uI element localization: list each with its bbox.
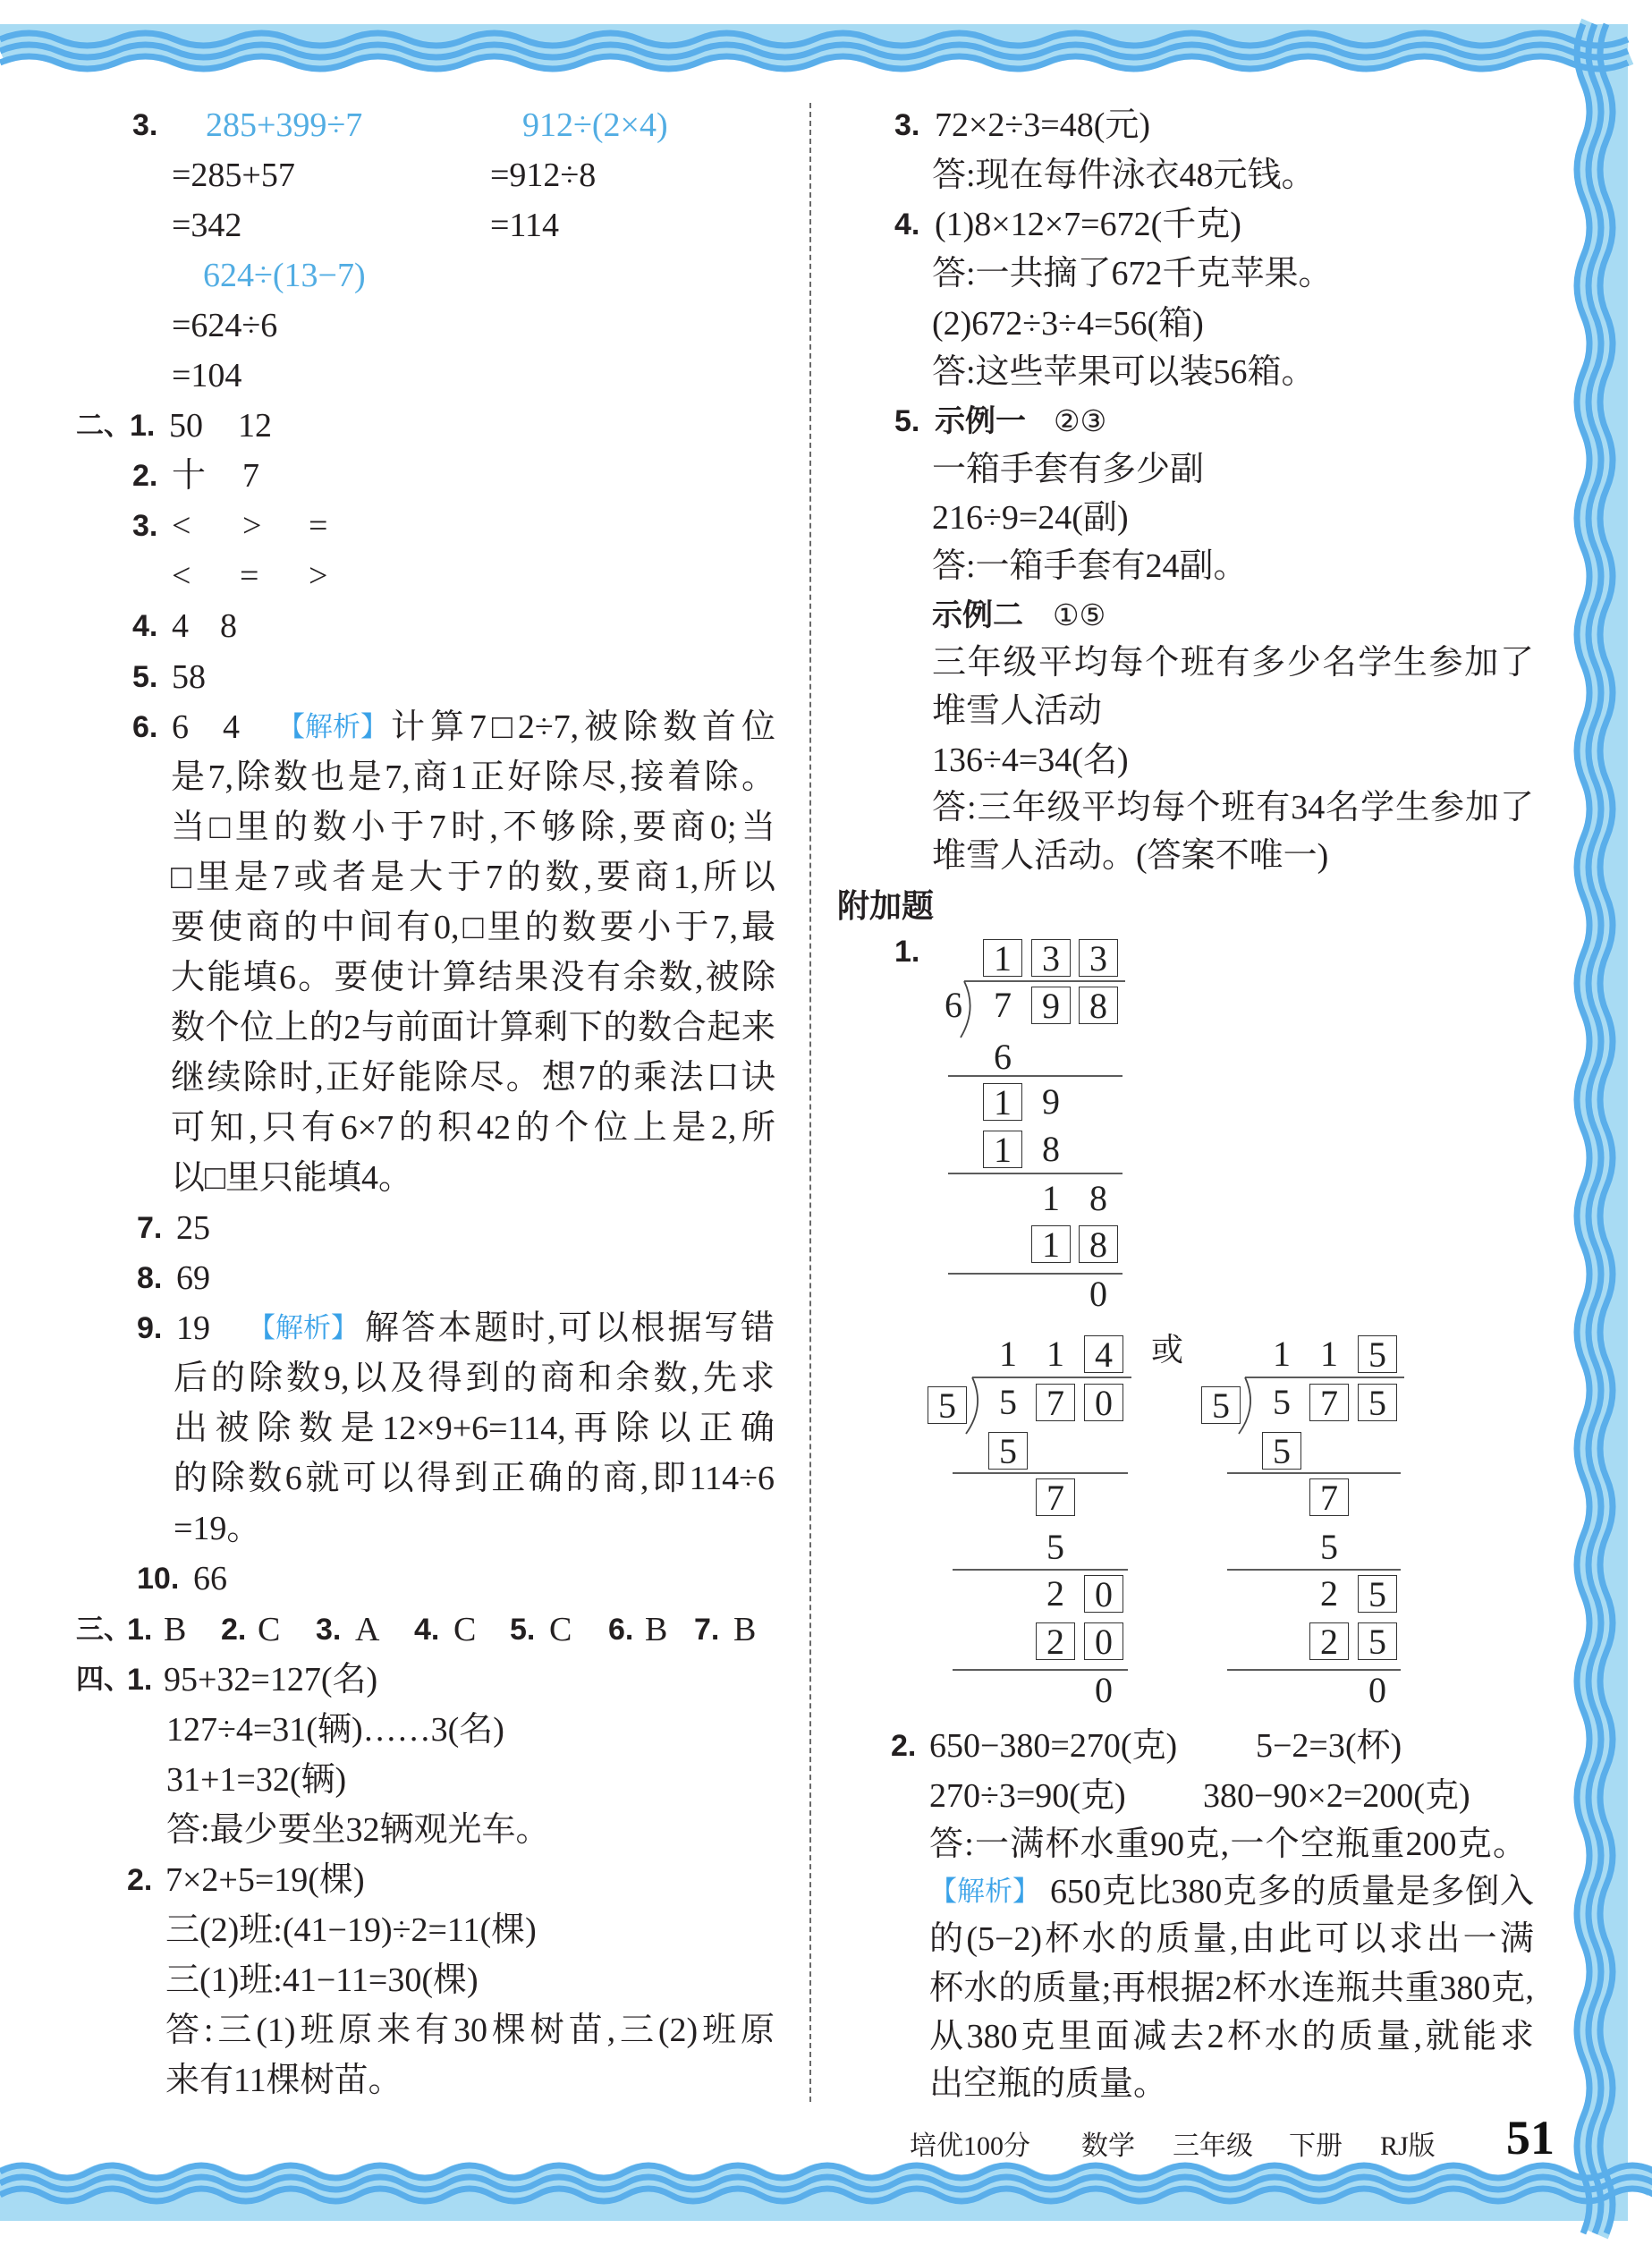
step-digit-box: 1 — [1031, 1225, 1071, 1263]
quotient-digit-box: 3 — [1031, 939, 1071, 977]
answer-sentence: 答:这些苹果可以装56箱。 — [932, 353, 1316, 391]
solution-line: 380−90×2=200(克) — [1203, 1777, 1470, 1815]
item-label: 4. — [894, 208, 920, 241]
quotient-digit: 1 — [1320, 1334, 1338, 1374]
answer: 25 — [176, 1209, 210, 1247]
comparison-symbol: > — [242, 507, 262, 545]
comparison-symbol: = — [309, 507, 328, 545]
item-label: 5. — [510, 1613, 536, 1647]
dividend-digit: 7 — [994, 985, 1012, 1025]
analysis-text: 解答本题时,可以根据写错 — [365, 1309, 775, 1347]
question-text: 堆雪人活动 — [932, 692, 1103, 730]
item-label: 5. — [894, 404, 920, 438]
choice-answer: C — [258, 1611, 281, 1648]
answer-sentence: 答:一共摘了672千克苹果。 — [932, 255, 1333, 292]
item-label: 10. — [137, 1562, 180, 1596]
answer-sentence: 答:最少要坐32辆观光车。 — [166, 1811, 550, 1849]
step-digit-box: 7 — [1309, 1478, 1349, 1516]
analysis-text: 的除数6就可以得到正确的商,即114÷6 — [174, 1460, 775, 1497]
item-label: 1. — [130, 409, 156, 443]
calc-step: =285+57 — [172, 157, 295, 194]
step-digit: 9 — [1042, 1081, 1060, 1122]
step-digit: 2 — [1046, 1573, 1064, 1614]
step-digit-box: 5 — [1358, 1622, 1397, 1660]
step-digit-box: 0 — [1084, 1575, 1123, 1613]
footer-grade: 三年级 — [1173, 2131, 1253, 2161]
example-title: 示例二 — [932, 597, 1023, 633]
calc-step: =624÷6 — [172, 307, 278, 344]
solution-line: (1)8×12×7=672(千克) — [935, 206, 1241, 243]
answer: 4 — [223, 708, 240, 746]
problem-expression: 912÷(2×4) — [522, 106, 668, 144]
analysis-text: 继续除时,正好能除尽。想7的乘法口诀 — [171, 1059, 775, 1097]
section-label: 四、 — [76, 1664, 131, 1696]
problem-expression: 624÷(13−7) — [203, 257, 366, 294]
division-b-bracket — [966, 1377, 978, 1434]
item-label: 1. — [127, 1663, 153, 1697]
answer: 66 — [193, 1560, 227, 1597]
analysis-tag: 【解析】 — [248, 1312, 359, 1344]
analysis-text: 出被除数是12×9+6=114,再除以正确 — [174, 1410, 775, 1447]
step-digit-box: 5 — [1358, 1575, 1397, 1613]
step-digit-box: 8 — [1079, 1225, 1118, 1263]
analysis-text: 可知,只有6×7的积42的个位上是2,所 — [171, 1109, 775, 1147]
choice-answer: B — [645, 1611, 668, 1648]
comparison-symbol: > — [309, 557, 328, 595]
analysis-text: 650克比380克多的质量是多倒入 — [1050, 1873, 1534, 1910]
step-digit-box: 0 — [1084, 1622, 1123, 1660]
step-digit-box: 5 — [988, 1432, 1028, 1470]
question-text: 一箱手套有多少副 — [932, 451, 1205, 488]
comparison-symbol: < — [172, 507, 191, 545]
quotient-digit: 1 — [999, 1334, 1017, 1374]
analysis-text: 计算7□2÷7,被除数首位 — [391, 708, 775, 746]
dividend-digit-box: 0 — [1084, 1384, 1123, 1421]
analysis-text: 是7,除数也是7,商1正好除尽,接着除。 — [171, 758, 775, 796]
footer-subject: 数学 — [1081, 2131, 1135, 2161]
answer-sentence: 答:现在每件泳衣48元钱。 — [932, 157, 1316, 194]
item-label: 6. — [608, 1613, 634, 1647]
answer: 8 — [220, 607, 237, 645]
dividend-digit-box: 8 — [1079, 987, 1118, 1024]
section-label: 二、 — [76, 410, 131, 442]
example-title: 示例一 — [935, 403, 1026, 439]
solution-line: 31+1=32(辆) — [166, 1761, 347, 1799]
analysis-text: 的(5−2)杯水的质量,由此可以求出一满 — [929, 1920, 1534, 1958]
step-digit: 8 — [1089, 1178, 1107, 1218]
calc-step: =114 — [490, 207, 560, 244]
step-digit-box: 1 — [983, 1131, 1022, 1168]
remainder-digit: 0 — [1089, 1274, 1107, 1314]
solution-line: 216÷9=24(副) — [932, 499, 1129, 537]
footer-volume: 下册 — [1289, 2131, 1343, 2161]
question-text: 三年级平均每个班有多少名学生参加了 — [932, 644, 1534, 682]
answer-sentence: 来有11棵树苗。 — [165, 2062, 402, 2099]
solution-line: 270÷3=90(克) — [929, 1777, 1126, 1815]
quotient-digit-box: 4 — [1084, 1335, 1123, 1373]
step-digit-box: 1 — [983, 1083, 1022, 1121]
item-label: 5. — [132, 660, 158, 694]
choice-answer: C — [549, 1611, 572, 1648]
item-label: 8. — [137, 1261, 163, 1295]
step-digit: 2 — [1320, 1573, 1338, 1614]
item-label: 4. — [414, 1613, 440, 1647]
divisor-digit-box: 5 — [1201, 1386, 1241, 1424]
dividend-digit-box: 9 — [1031, 987, 1071, 1024]
calc-step: =912÷8 — [490, 157, 597, 194]
item-label: 3. — [132, 108, 158, 142]
quotient-digit: 1 — [1046, 1334, 1064, 1374]
extra-section-title: 附加题 — [837, 888, 935, 925]
item-label: 4. — [132, 609, 158, 643]
quotient-digit-box: 5 — [1358, 1335, 1397, 1373]
analysis-text: 数个位上的2与前面计算剩下的数合起来 — [171, 1009, 775, 1046]
calc-step: =104 — [172, 357, 242, 394]
item-label: 7. — [137, 1211, 163, 1245]
analysis-text: 要使商的中间有0,□里的数要小于7,最 — [171, 909, 775, 946]
answer: 4 — [172, 607, 189, 645]
answer: 69 — [176, 1259, 210, 1297]
page-number: 51 — [1506, 2111, 1555, 2165]
analysis-tag: 【解析】 — [277, 711, 388, 743]
quotient-digit-box: 3 — [1079, 939, 1118, 977]
answer-sentence: 堆雪人活动。(答案不唯一) — [932, 837, 1329, 875]
step-digit: 5 — [1046, 1527, 1064, 1567]
quotient-digit: 1 — [1273, 1334, 1291, 1374]
solution-line: 650−380=270(克) — [929, 1727, 1178, 1765]
divisor-digit: 6 — [945, 985, 962, 1025]
solution-line: 三(2)班:(41−19)÷2=11(棵) — [165, 1911, 537, 1949]
answer-sentence: 答:一箱手套有24副。 — [932, 547, 1248, 585]
dividend-digit-box: 7 — [1036, 1384, 1075, 1421]
analysis-text: 大能填6。要使计算结果没有余数,被除 — [171, 959, 775, 996]
item-label: 7. — [694, 1613, 720, 1647]
footer-edition: RJ版 — [1380, 2131, 1436, 2161]
or-label: 或 — [1151, 1332, 1184, 1368]
dividend-digit: 5 — [1273, 1382, 1291, 1422]
solution-line: 136÷4=34(名) — [932, 741, 1129, 779]
analysis-text: 后的除数9,以及得到的商和余数,先求 — [174, 1360, 775, 1397]
step-digit-box: 7 — [1036, 1478, 1075, 1516]
step-digit-box: 5 — [1262, 1432, 1301, 1470]
footer-book-title: 培优100分 — [910, 2131, 1030, 2161]
analysis-text: 以□里只能填4。 — [171, 1159, 412, 1197]
dividend-digit-box: 7 — [1309, 1384, 1349, 1421]
item-label: 6. — [132, 710, 158, 744]
solution-line: 7×2+5=19(棵) — [165, 1861, 365, 1899]
item-label: 3. — [316, 1613, 342, 1647]
solution-line: 127÷4=31(辆)……3(名) — [166, 1711, 504, 1749]
analysis-text: =19。 — [174, 1510, 261, 1547]
item-label: 2. — [221, 1613, 247, 1647]
item-label: 3. — [894, 108, 920, 142]
analysis-text: 杯水的质量;再根据2杯水连瓶共重380克, — [929, 1970, 1534, 2007]
item-label: 2. — [891, 1729, 917, 1763]
item-label: 9. — [137, 1311, 163, 1345]
item-label: 2. — [127, 1863, 153, 1897]
answer: 50 — [169, 407, 203, 445]
dividend-digit-box: 5 — [1358, 1384, 1397, 1421]
step-digit: 1 — [1042, 1178, 1060, 1218]
step-digit: 5 — [1320, 1527, 1338, 1567]
answer: 7 — [242, 457, 259, 495]
answer-sentence: 答:三(1)班原来有30棵树苗,三(2)班原 — [165, 2012, 775, 2049]
problem-expression: 285+399÷7 — [206, 106, 363, 144]
item-label: 1. — [894, 935, 920, 969]
step-digit-box: 2 — [1036, 1622, 1075, 1660]
answer-sentence: 答:一满杯水重90克,一个空瓶重200克。 — [929, 1826, 1527, 1863]
answer: 十 — [172, 457, 207, 495]
choice-answer: C — [453, 1611, 477, 1648]
section-label: 三、 — [76, 1614, 131, 1646]
solution-line: (2)672÷3÷4=56(箱) — [932, 305, 1204, 343]
analysis-text: 当□里的数小于7时,不够除,要商0;当 — [171, 809, 775, 846]
solution-line: 95+32=127(名) — [164, 1661, 378, 1699]
analysis-text: □里是7或者是大于7的数,要商1,所以 — [171, 859, 775, 896]
choice-answer: B — [164, 1611, 187, 1648]
answer-sentence: 答:三年级平均每个班有34名学生参加了 — [932, 789, 1534, 826]
answer: 19 — [176, 1309, 210, 1347]
comparison-symbol: = — [240, 557, 259, 595]
solution-line: 三(1)班:41−11=30(棵) — [165, 1961, 479, 1999]
divisor-digit-box: 5 — [928, 1386, 967, 1424]
comparison-symbol: < — [172, 557, 191, 595]
answer: 58 — [172, 658, 206, 696]
step-digit-box: 2 — [1309, 1622, 1349, 1660]
remainder-digit: 0 — [1368, 1670, 1386, 1710]
analysis-tag: 【解析】 — [929, 1876, 1040, 1908]
solution-line: 72×2÷3=48(元) — [935, 106, 1151, 144]
analysis-text: 出空瓶的质量。 — [929, 2065, 1168, 2103]
choice-answer: B — [733, 1611, 757, 1648]
choice-answer: A — [355, 1611, 380, 1648]
calc-step: =342 — [172, 207, 242, 244]
remainder-digit: 0 — [1095, 1670, 1113, 1710]
item-label: 2. — [132, 459, 158, 493]
item-label: 3. — [132, 509, 158, 543]
answer: 6 — [172, 708, 189, 746]
step-digit: 8 — [1042, 1129, 1060, 1169]
example-picks: ②③ — [1054, 403, 1107, 438]
solution-line: 5−2=3(杯) — [1256, 1727, 1402, 1765]
example-picks: ①⑤ — [1053, 597, 1106, 632]
answer: 12 — [238, 407, 272, 445]
item-label: 1. — [127, 1613, 153, 1647]
analysis-text: 从380克里面减去2杯水的质量,就能求 — [929, 2018, 1534, 2055]
dividend-digit: 5 — [999, 1382, 1017, 1422]
quotient-digit-box: 1 — [983, 939, 1022, 977]
step-digit: 6 — [994, 1037, 1012, 1077]
